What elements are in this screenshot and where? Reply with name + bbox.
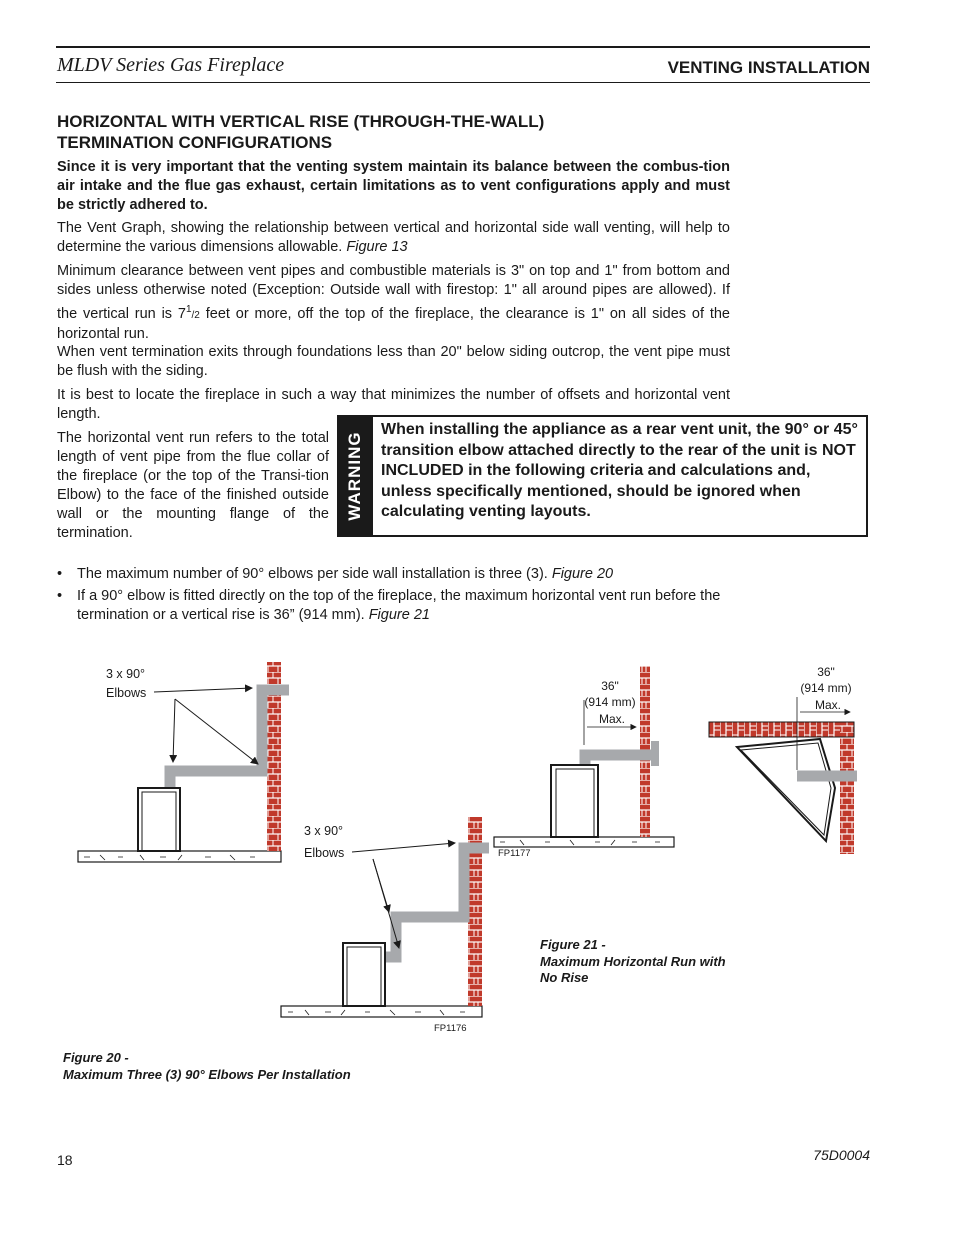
document-title: MLDV Series Gas Fireplace — [57, 54, 285, 76]
caption-line: Maximum Three (3) 90° Elbows Per Installation — [63, 1066, 351, 1082]
vent-graph-paragraph — [57, 219, 730, 257]
bullet-body: The maximum number of 90° elbows per side wall installation is three (3). — [77, 566, 552, 582]
fraction-numerator: 1 — [185, 304, 192, 315]
bullet-item-2 — [57, 587, 737, 627]
dimension-metric: (914 mm) — [800, 681, 852, 695]
caption-line: No Rise — [540, 970, 589, 985]
caption-line: Maximum Horizontal Run with — [540, 953, 726, 969]
dimension-max: Max. — [814, 698, 842, 712]
header-rule-top — [56, 46, 870, 48]
location-paragraph: It is best to locate the fireplace in such a way that minimizes the number of offsets and horizontal vent length. — [57, 387, 730, 422]
bullet-text — [77, 565, 737, 584]
floor-slab — [281, 1006, 482, 1017]
warning-text: When installing the appliance as a rear vent unit, the 90° or 45° transition elbow attached directly to the rear of the unit is NOT INCLUDED in the following criteria and calculations and, unless specifically mentioned, should be ignored when calculating venting layouts. — [381, 421, 858, 520]
warning-label-bar — [337, 415, 373, 537]
fireplace-unit — [343, 943, 385, 1006]
figure-21-ref: Figure 21 — [368, 607, 430, 623]
elbows-label-line2: Elbows — [106, 686, 147, 700]
heading-line-2: TERMINATION CONFIGURATIONS — [57, 133, 333, 152]
bullet-body: If a 90° elbow is fitted directly on the top of the fireplace, the maximum horizontal vent run before the termination or a vertical rise is 36” (914 mm). — [77, 588, 721, 623]
section-title: VENTING INSTALLATION — [667, 58, 870, 77]
bullet-mark: • — [57, 588, 63, 604]
fireplace-unit — [138, 788, 180, 851]
floor-slab — [78, 851, 281, 862]
fireplace-unit — [551, 765, 598, 837]
venting-figures — [0, 640, 954, 1100]
caption-line: Figure 21 - — [540, 937, 606, 952]
figure-code-fp1177: FP1177 — [498, 848, 531, 859]
clearance-text-a: Minimum clearance between vent pipes and combustible materials is 3" on top and 1" from bottom and sides unless otherwise noted (Exception: Outside wall with firestop: 1" all around pipes are allowed). If the vertical run is 7 — [57, 263, 730, 322]
elbows-label-line2: Elbows — [304, 846, 345, 860]
figure-20a-diagram — [78, 662, 289, 862]
dimension-value: 36" — [601, 679, 619, 693]
clearance-text-b: feet or more, off the top of the fireplace, the clearance is 1" on all sides of the horizontal run. — [57, 305, 730, 342]
figure-code-fp1176: FP1176 — [434, 1023, 467, 1034]
intro-paragraph: Since it is very important that the venting system maintain its balance between the combus-tion air intake and the flue gas exhaust, certain limitations as to vent configurations apply and must be strictly adhered to. — [57, 159, 730, 213]
fireplace-unit — [737, 739, 835, 841]
brick-wall-side — [840, 722, 854, 854]
header-rule-bottom — [56, 82, 870, 83]
document-code: 75D0004 — [813, 1147, 870, 1163]
figure-20b-diagram — [281, 817, 489, 1034]
figure-20-caption — [63, 1050, 351, 1083]
elbows-label-line1: 3 x 90° — [304, 824, 344, 838]
figure-13-ref: Figure 13 — [346, 239, 408, 255]
clearance-paragraph — [57, 262, 730, 344]
floor-slab — [494, 837, 674, 847]
brick-wall-top — [709, 722, 850, 737]
termination-cap — [651, 741, 659, 766]
figure-21-caption — [540, 937, 726, 987]
dimension-max: Max. — [598, 712, 626, 726]
warning-label: WARNING — [345, 431, 364, 521]
elbows-label-line1: 3 x 90° — [106, 667, 146, 681]
vent-graph-text: The Vent Graph, showing the relationship between vertical and horizontal side wall venting, will help to determine the various dimensions allowable. — [57, 220, 730, 255]
bullet-text — [77, 587, 737, 625]
bullet-mark: • — [57, 566, 63, 582]
figure-21a-diagram — [494, 666, 674, 859]
page-heading — [57, 111, 737, 153]
heading-line-1: HORIZONTAL WITH VERTICAL RISE (THROUGH-THE-WALL) — [57, 112, 545, 131]
caption-line: Figure 20 - — [63, 1050, 129, 1065]
figure-20-ref: Figure 20 — [551, 566, 614, 582]
horizontal-run-paragraph: The horizontal vent run refers to the total length of vent pipe from the flue collar of the fireplace (or the top of the Transi-tion Elbow) to the face of the finished outside wall or the mounting flange of the termination. — [57, 430, 329, 541]
foundation-paragraph: When vent termination exits through foundations less than 20" below siding outcrop, the vent pipe must be flush with the siding. — [57, 344, 730, 379]
fraction-denominator: /2 — [191, 309, 200, 321]
bullet-item-1 — [57, 565, 737, 585]
dimension-metric: (914 mm) — [584, 695, 636, 709]
dimension-value: 36" — [817, 665, 835, 679]
figure-21b-diagram — [709, 665, 857, 854]
page-number: 18 — [57, 1152, 73, 1168]
